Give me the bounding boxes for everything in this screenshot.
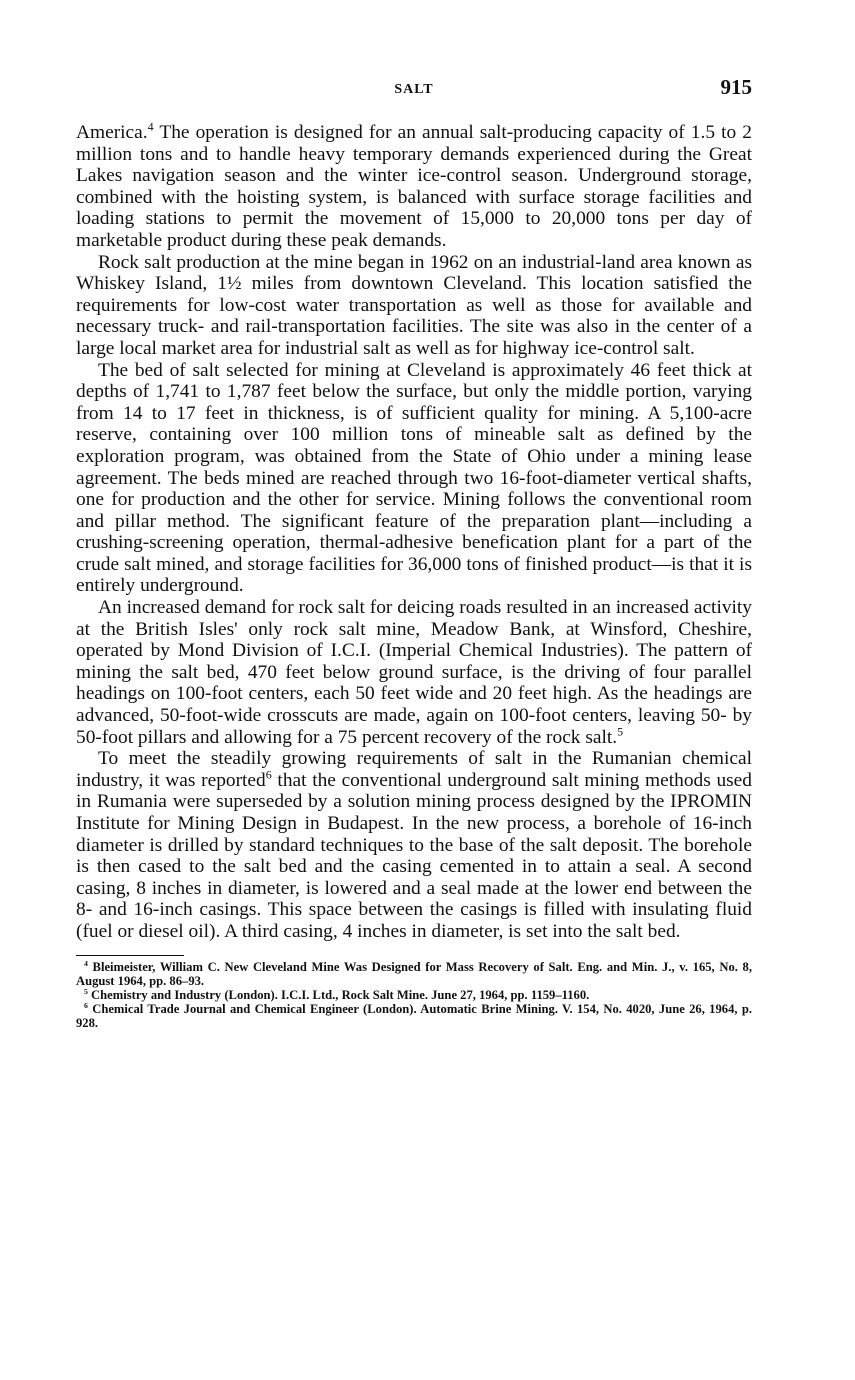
footnote-5 [76, 988, 752, 1002]
paragraph-1-lead: America. [76, 122, 148, 143]
running-header [76, 72, 752, 106]
footnote-divider [76, 955, 184, 956]
footnote-5-text: Chemistry and Industry (London). I.C.I. Ltd., Rock Salt Mine. June 27, 1964, pp. 1159–1160. [87, 987, 590, 1002]
footnote-ref-5[interactable]: 5 [617, 724, 624, 739]
paragraph-4 [76, 597, 752, 748]
footnote-4 [76, 960, 752, 988]
footnote-6 [76, 1002, 752, 1030]
footnote-6-text: Chemical Trade Journal and Chemical Engineer (London). Automatic Brine Mining. V. 154, No. 4020, June 26, 1964, p. 928. [76, 1001, 752, 1030]
margin-scan-mark [4, 60, 6, 90]
paragraph-5 [76, 748, 752, 942]
body-text [76, 119, 752, 943]
paragraph-4-body: An increased demand for rock salt for deicing roads resulted in an increased activity at the British Isles' only rock salt mine, Meadow Bank, at Winsford, Cheshire, operated by Mond Division of I.C.I. (Imperial Chemical Industries). The pattern of mining the salt bed, 470 feet below ground surface, is the driving of four parallel headings on 100-foot centers, each 50 feet wide and 20 feet high. As the headings are advanced, 50-foot-wide crosscuts are made, again on 100-foot centers, leaving 50- by 50-foot pillars and allowing for a 75 percent recovery of the rock salt. [76, 597, 752, 748]
paragraph-5-lead: To meet the steadily growing requirements of salt in the Rumanian chemical industry, it was reported [76, 748, 752, 791]
footnote-4-text: Bleimeister, William C. New Cleveland Mine Was Designed for Mass Recovery of Salt. Eng. and Min. J., v. 165, No. 8, August 1964, pp. 86–93. [76, 959, 752, 988]
paragraph-5-body: that the conventional underground salt mining methods used in Rumania were superseded by a solution mining process designed by the IPROMIN Institute for Mining Design in Budapest. In the new process, a borehole of 16-inch diameter is drilled by standard techniques to the base of the salt deposit. The borehole is then cased to the salt bed and the casing cemented in to attain a seal. A second casing, 8 inches in diameter, is lowered and a seal made at the lower end between the 8- and 16-inch casings. This space between the casings is filled with insulating fluid (fuel or diesel oil). A third casing, 4 inches in diameter, is set into the salt bed. [76, 769, 752, 942]
paragraph-2: Rock salt production at the mine began in 1962 on an industrial-land area known as Whiskey Island, 1½ miles from downtown Cleveland. This location satisfied the requirements for low-cost water transportation as well as those for available and necessary truck- and rail-transportation facilities. The site was also in the center of a large local market area for industrial salt as well as for highway ice-control salt. [76, 251, 752, 359]
paragraph-1 [76, 119, 752, 252]
running-title: SALT [394, 82, 434, 97]
page-number: 915 [720, 75, 752, 99]
footnote-mark-5: 5 [84, 986, 88, 996]
book-page [76, 72, 752, 1030]
paragraph-1-body: The operation is designed for an annual salt-producing capacity of 1.5 to 2 million tons and to handle heavy temporary demands experienced during the Great Lakes navigation season and the winter ice-control season. Underground storage, combined with the hoisting system, is balanced with surface storage facilities and loading stations to permit the movement of 15,000 to 20,000 tons per day of marketable product during these peak demands. [76, 122, 752, 251]
footnote-mark-6: 6 [84, 1000, 88, 1010]
footnote-ref-4[interactable]: 4 [147, 119, 154, 134]
footnote-ref-6[interactable]: 6 [265, 767, 272, 782]
footnotes [76, 960, 752, 1030]
footnote-mark-4: 4 [84, 958, 88, 968]
paragraph-3: The bed of salt selected for mining at Cleveland is approximately 46 feet thick at depths of 1,741 to 1,787 feet below the surface, but only the middle portion, varying from 14 to 17 feet in thickness, is of sufficient quality for mining. A 5,100-acre reserve, containing over 100 million tons of mineable salt as defined by the exploration program, was obtained from the State of Ohio under a mining lease agreement. The beds mined are reached through two 16-foot-diameter vertical shafts, one for production and the other for service. Mining follows the conventional room and pillar method. The significant feature of the preparation plant—including a crushing-screening operation, thermal-adhesive benefication plant for a part of the crude salt mined, and storage facilities for 36,000 tons of finished product—is that it is entirely underground. [76, 359, 752, 597]
